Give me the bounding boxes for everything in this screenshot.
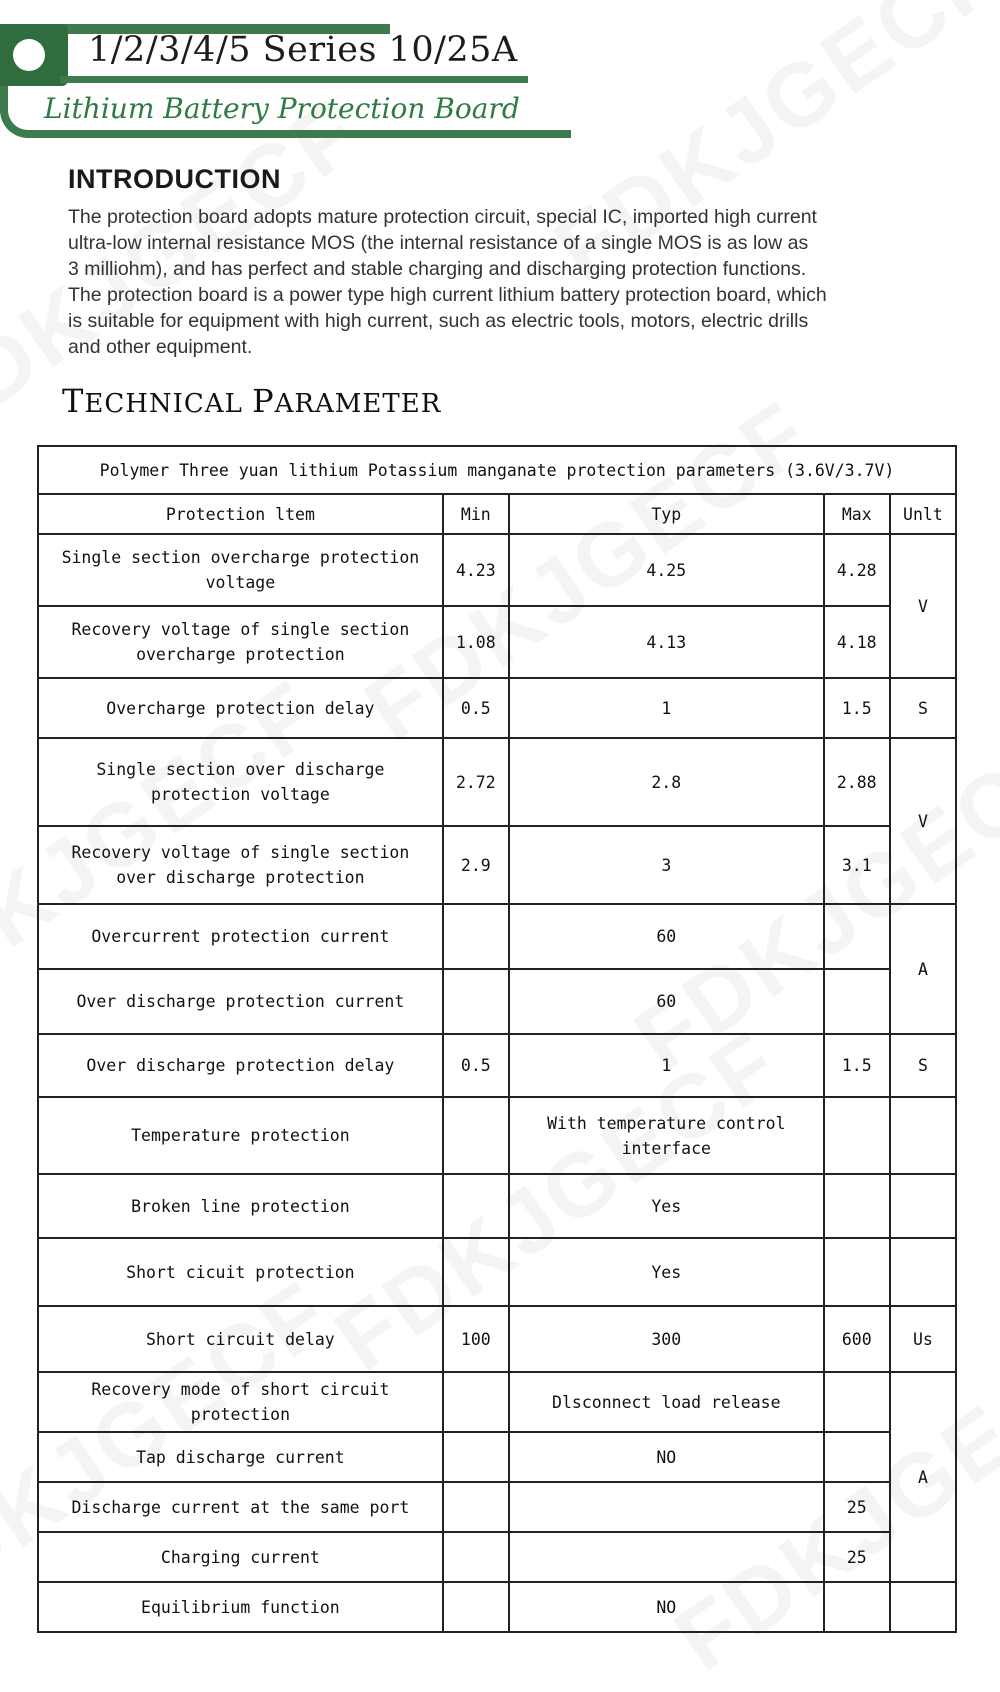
cell-typ: 1 (509, 1034, 824, 1097)
cell-item: Over discharge protection delay (38, 1034, 443, 1097)
cell-max: 1.5 (824, 1034, 890, 1097)
cell-max: 1.5 (824, 678, 890, 738)
table-row (38, 738, 956, 826)
table-row (38, 1432, 956, 1482)
banner-bar (60, 76, 528, 83)
cell-typ: 2.8 (509, 738, 824, 826)
cell-unit: V (890, 534, 956, 678)
cell-item: Recovery voltage of single section over discharge protection (38, 826, 443, 904)
intro-line: ultra-low internal resistance MOS (the internal resistance of a single MOS is as low as (68, 232, 809, 254)
cell-unit: Us (890, 1306, 956, 1372)
cell-item: Short cicuit protection (38, 1238, 443, 1306)
cell-typ: Yes (509, 1174, 824, 1238)
cell-min (443, 1482, 509, 1532)
cell-item: Single section over discharge protection voltage (38, 738, 443, 826)
cell-unit (890, 1238, 956, 1306)
table-row (38, 606, 956, 678)
cell-typ: With temperature control interface (509, 1097, 824, 1174)
table-row (38, 1174, 956, 1238)
cell-min: 2.9 (443, 826, 509, 904)
cell-unit: V (890, 738, 956, 904)
cell-min (443, 969, 509, 1034)
cell-unit: A (890, 904, 956, 1034)
banner-bar (26, 130, 571, 138)
cell-min (443, 904, 509, 969)
header-min: Min (443, 494, 509, 534)
cell-item: Recovery mode of short circuit protection (38, 1372, 443, 1432)
table-row (38, 678, 956, 738)
cell-max: 2.88 (824, 738, 890, 826)
table-caption: Polymer Three yuan lithium Potassium manganate protection parameters (3.6V/3.7V) (38, 446, 956, 494)
table-row (38, 1582, 956, 1632)
table-header-row (38, 494, 956, 534)
cell-max: 25 (824, 1482, 890, 1532)
table-row (38, 969, 956, 1034)
cell-max (824, 1097, 890, 1174)
product-subtitle: Lithium Battery Protection Board (44, 92, 520, 125)
table-row (38, 1034, 956, 1097)
cell-min (443, 1174, 509, 1238)
cell-typ: Yes (509, 1238, 824, 1306)
cell-max (824, 1582, 890, 1632)
intro-line: 3 milliohm), and has perfect and stable charging and discharging protection functions. (68, 258, 807, 280)
cell-typ: Dlsconnect load release (509, 1372, 824, 1432)
cell-max: 25 (824, 1532, 890, 1582)
introduction-text (68, 204, 928, 360)
cell-min (443, 1432, 509, 1482)
table-row (38, 1306, 956, 1372)
cell-typ: NO (509, 1432, 824, 1482)
cell-item: Temperature protection (38, 1097, 443, 1174)
table-row (38, 1532, 956, 1582)
cell-item: Overcurrent protection current (38, 904, 443, 969)
cell-typ: 4.25 (509, 534, 824, 606)
header-max: Max (824, 494, 890, 534)
cell-item: Broken line protection (38, 1174, 443, 1238)
cell-min (443, 1097, 509, 1174)
table-row (38, 1238, 956, 1306)
header-item: Protection ltem (38, 494, 443, 534)
cell-min: 100 (443, 1306, 509, 1372)
cell-min (443, 1532, 509, 1582)
cell-unit (890, 1174, 956, 1238)
cell-min (443, 1372, 509, 1432)
cell-item: Equilibrium function (38, 1582, 443, 1632)
cell-typ: 1 (509, 678, 824, 738)
header-typ: Typ (509, 494, 824, 534)
cell-unit: S (890, 1034, 956, 1097)
table-caption-row (38, 446, 956, 494)
table-row (38, 1097, 956, 1174)
table-row (38, 1482, 956, 1532)
cell-max (824, 1238, 890, 1306)
cell-typ: 60 (509, 969, 824, 1034)
cell-min (443, 1238, 509, 1306)
cell-max: 600 (824, 1306, 890, 1372)
cell-max: 4.28 (824, 534, 890, 606)
header-unit: Unlt (890, 494, 956, 534)
heading-cap: T (62, 382, 85, 420)
cell-typ (509, 1482, 824, 1532)
cell-min: 4.23 (443, 534, 509, 606)
cell-item: Tap discharge current (38, 1432, 443, 1482)
cell-unit: S (890, 678, 956, 738)
table-row (38, 1372, 956, 1432)
technical-parameter-heading (62, 382, 441, 420)
cell-item: Charging current (38, 1532, 443, 1582)
cell-min: 1.08 (443, 606, 509, 678)
heading-rest: ARAMETER (274, 389, 442, 419)
cell-item: Discharge current at the same port (38, 1482, 443, 1532)
parameter-table (37, 445, 957, 1633)
cell-item: Overcharge protection delay (38, 678, 443, 738)
cell-min: 0.5 (443, 678, 509, 738)
table-row (38, 534, 956, 606)
cell-min: 0.5 (443, 1034, 509, 1097)
cell-item: Recovery voltage of single section overcharge protection (38, 606, 443, 678)
cell-max (824, 1174, 890, 1238)
cell-typ (509, 1532, 824, 1582)
introduction-heading: INTRODUCTION (68, 164, 281, 194)
cell-max (824, 1432, 890, 1482)
intro-line: The protection board adopts mature protection circuit, special IC, imported high current (68, 206, 817, 228)
cell-max (824, 904, 890, 969)
cell-item: Single section overcharge protection voltage (38, 534, 443, 606)
cell-typ: NO (509, 1582, 824, 1632)
cell-typ: 300 (509, 1306, 824, 1372)
cell-max (824, 1372, 890, 1432)
intro-line: is suitable for equipment with high current, such as electric tools, motors, electric drills (68, 310, 809, 332)
cell-item: Short circuit delay (38, 1306, 443, 1372)
table-row (38, 826, 956, 904)
cell-typ: 60 (509, 904, 824, 969)
cell-max (824, 969, 890, 1034)
intro-line: The protection board is a power type high current lithium battery protection board, which (68, 284, 827, 306)
cell-typ: 4.13 (509, 606, 824, 678)
cell-max: 3.1 (824, 826, 890, 904)
cell-item: Over discharge protection current (38, 969, 443, 1034)
cell-unit (890, 1582, 956, 1632)
heading-cap: P (252, 382, 275, 420)
table-row (38, 904, 956, 969)
title-banner (0, 0, 1000, 150)
cell-min (443, 1582, 509, 1632)
intro-line: and other equipment. (68, 336, 253, 358)
cell-min: 2.72 (443, 738, 509, 826)
heading-rest: ECHNICAL (84, 389, 253, 419)
cell-typ: 3 (509, 826, 824, 904)
banner-circle-inner (13, 39, 45, 71)
cell-unit (890, 1097, 956, 1174)
cell-max: 4.18 (824, 606, 890, 678)
cell-unit: A (890, 1372, 956, 1582)
series-title: 1/2/3/4/5 Series 10/25A (88, 30, 518, 70)
